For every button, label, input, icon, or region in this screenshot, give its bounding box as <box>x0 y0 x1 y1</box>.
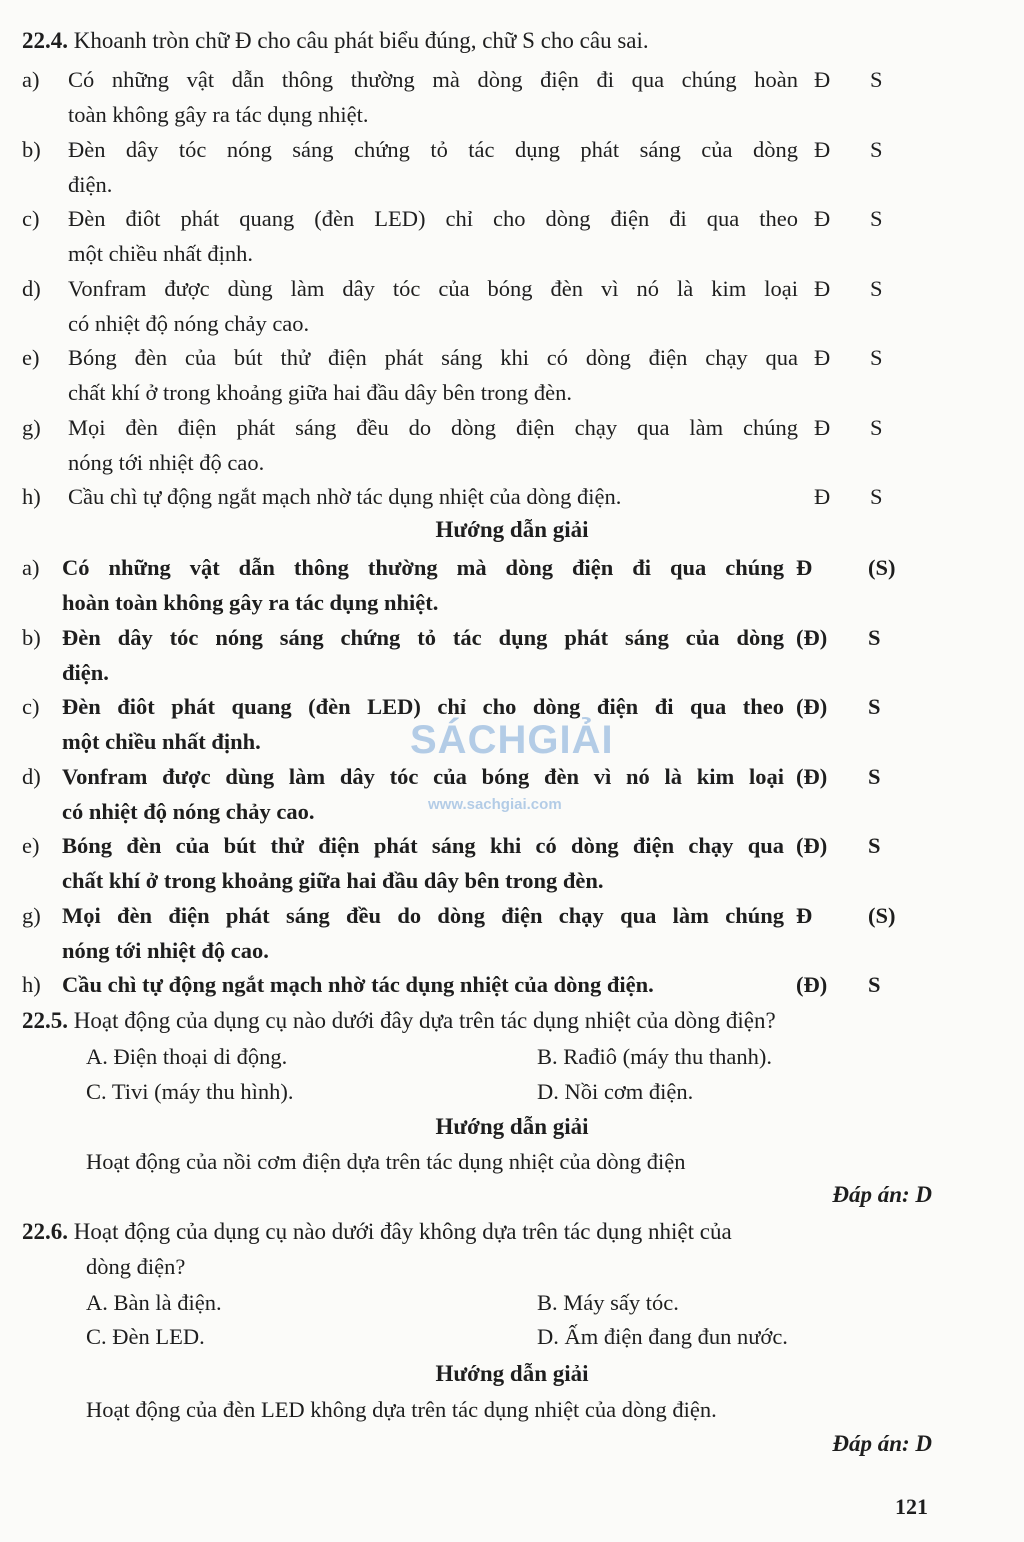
guide-heading-22-5: Hướng dẫn giải <box>435 1114 589 1139</box>
question-prompt: Hoạt động của dụng cụ nào dưới đây dựa trên tác dụng nhiệt của dòng điện? <box>73 1008 776 1033</box>
true-mark: Đ <box>814 484 831 509</box>
false-mark: (S) <box>868 555 896 580</box>
item-label: c) <box>22 694 40 719</box>
statement-item <box>22 410 802 480</box>
explanation-22-6: Hoạt động của đèn LED không dựa trên tác dụng nhiệt của dòng điện. <box>86 1397 717 1422</box>
true-mark: Đ <box>814 206 831 231</box>
item-label: g) <box>22 415 41 440</box>
item-text-line1: Bóng đèn của bút thử điện phát sáng khi có dòng điện chạy qua <box>62 833 784 858</box>
option-d: D. Ấm điện đang đun nước. <box>537 1324 788 1349</box>
guide-heading-22-4: Hướng dẫn giải <box>435 517 589 542</box>
watermark-logo <box>410 718 620 818</box>
item-text-line1: Vonfram được dùng làm dây tóc của bóng đèn vì nó là kim loại <box>62 764 784 789</box>
true-mark: Đ <box>814 415 831 440</box>
item-text-line2: hoàn toàn không gây ra tác dụng nhiệt. <box>62 590 439 615</box>
page-number: 121 <box>895 1494 928 1519</box>
question-number: 22.5. <box>22 1008 68 1033</box>
item-text-line2: có nhiệt độ nóng chảy cao. <box>62 799 315 824</box>
item-label: e) <box>22 345 40 370</box>
explanation-22-5: Hoạt động của nồi cơm điện dựa trên tác dụng nhiệt của dòng điện <box>86 1149 686 1174</box>
item-text-line1: Đèn điôt phát quang (đèn LED) chỉ cho dòng điện đi qua theo <box>62 694 784 719</box>
false-mark: S <box>870 206 883 231</box>
guide-heading-22-6: Hướng dẫn giải <box>435 1361 589 1386</box>
true-mark: Đ <box>814 137 831 162</box>
false-mark: S <box>868 764 881 789</box>
item-text-line1: Đèn dây tóc nóng sáng chứng tỏ tác dụng phát sáng của dòng <box>68 137 798 162</box>
item-text-line1: Bóng đèn của bút thử điện phát sáng khi có dòng điện chạy qua <box>68 345 798 370</box>
true-mark: (Đ) <box>796 625 828 650</box>
item-text-line2: nóng tới nhiệt độ cao. <box>68 450 265 475</box>
false-mark: S <box>868 625 881 650</box>
answer-item <box>22 828 802 898</box>
option-a: A. Bàn là điện. <box>86 1290 222 1315</box>
answer-item <box>22 898 802 968</box>
statement-item <box>22 201 802 271</box>
item-label: c) <box>22 206 40 231</box>
item-text-line2: toàn không gây ra tác dụng nhiệt. <box>68 102 369 127</box>
item-text-line2: một chiều nhất định. <box>62 729 261 754</box>
true-mark: (Đ) <box>796 764 828 789</box>
false-mark: S <box>870 345 883 370</box>
answer-22-6: Đáp án: D <box>832 1431 932 1456</box>
item-label: b) <box>22 625 41 650</box>
question-22-6-header <box>22 1215 932 1249</box>
option-b: B. Rađiô (máy thu thanh). <box>537 1044 772 1069</box>
question-number: 22.4. <box>22 28 68 53</box>
false-mark: S <box>870 415 883 440</box>
item-text-line1: Có những vật dẫn thông thường mà dòng điện đi qua chúng <box>62 555 784 580</box>
item-text-line1: Có những vật dẫn thông thường mà dòng điện đi qua chúng hoàn <box>68 67 798 92</box>
statement-item <box>22 271 802 341</box>
true-mark: Đ <box>814 276 831 301</box>
question-prompt-cont: dòng điện? <box>86 1254 186 1279</box>
item-label: h) <box>22 484 41 509</box>
item-text-line1: Đèn điôt phát quang (đèn LED) chỉ cho dòng điện đi qua theo <box>68 206 798 231</box>
false-mark: S <box>868 833 881 858</box>
statement-item <box>22 132 802 202</box>
statement-item <box>22 340 802 410</box>
item-text-line2: nóng tới nhiệt độ cao. <box>62 938 269 963</box>
item-label: g) <box>22 903 41 928</box>
question-22-5-header <box>22 1004 776 1038</box>
question-prompt: Hoạt động của dụng cụ nào dưới đây không dựa trên tác dụng nhiệt của <box>73 1219 732 1244</box>
item-label: d) <box>22 276 41 301</box>
true-mark: Đ <box>796 903 813 928</box>
item-text-line1: Mọi đèn điện phát sáng đều do dòng điện chạy qua làm chúng <box>68 415 798 440</box>
item-label: a) <box>22 67 40 92</box>
item-text-line2: một chiều nhất định. <box>68 241 253 266</box>
answer-22-5: Đáp án: D <box>832 1182 932 1207</box>
false-mark: S <box>870 137 883 162</box>
item-label: a) <box>22 555 40 580</box>
option-c: C. Tivi (máy thu hình). <box>86 1079 294 1104</box>
item-text-line1: Cầu chì tự động ngắt mạch nhờ tác dụng nhiệt của dòng điện. <box>68 484 622 509</box>
true-mark: Đ <box>796 555 813 580</box>
true-mark: Đ <box>814 345 831 370</box>
item-text-line2: điện. <box>68 172 113 197</box>
item-label: e) <box>22 833 40 858</box>
false-mark: S <box>870 276 883 301</box>
question-22-4-header <box>22 24 649 58</box>
question-number: 22.6. <box>22 1219 68 1244</box>
item-label: d) <box>22 764 41 789</box>
false-mark: S <box>868 694 881 719</box>
answer-item <box>22 620 802 690</box>
statement-item <box>22 62 802 132</box>
true-mark: Đ <box>814 67 831 92</box>
item-text-line2: điện. <box>62 660 109 685</box>
false-mark: S <box>870 67 883 92</box>
true-mark: (Đ) <box>796 972 828 997</box>
option-c: C. Đèn LED. <box>86 1324 205 1349</box>
item-text-line2: có nhiệt độ nóng chảy cao. <box>68 311 310 336</box>
item-label: h) <box>22 972 41 997</box>
answer-item <box>22 550 802 620</box>
question-prompt: Khoanh tròn chữ Đ cho câu phát biểu đúng, chữ S cho câu sai. <box>73 28 649 53</box>
item-text-line1: Đèn dây tóc nóng sáng chứng tỏ tác dụng phát sáng của dòng <box>62 625 784 650</box>
item-text-line1: Mọi đèn điện phát sáng đều do dòng điện chạy qua làm chúng <box>62 903 784 928</box>
false-mark: S <box>870 484 883 509</box>
true-mark: (Đ) <box>796 694 828 719</box>
option-a: A. Điện thoại di động. <box>86 1044 288 1069</box>
watermark-url: www.sachgiai.com <box>428 796 562 813</box>
item-text-line1: Vonfram được dùng làm dây tóc của bóng đèn vì nó là kim loại <box>68 276 798 301</box>
option-d: D. Nồi cơm điện. <box>537 1079 694 1104</box>
option-b: B. Máy sấy tóc. <box>537 1290 679 1315</box>
item-label: b) <box>22 137 41 162</box>
true-mark: (Đ) <box>796 833 828 858</box>
false-mark: (S) <box>868 903 896 928</box>
item-text-line2: chất khí ở trong khoảng giữa hai đầu dây bên trong đèn. <box>62 868 604 893</box>
false-mark: S <box>868 972 881 997</box>
watermark-brand: SÁCHGIẢI <box>410 718 614 762</box>
item-text-line2: chất khí ở trong khoảng giữa hai đầu dây bên trong đèn. <box>68 380 572 405</box>
item-text-line1: Cầu chì tự động ngắt mạch nhờ tác dụng nhiệt của dòng điện. <box>62 972 654 997</box>
